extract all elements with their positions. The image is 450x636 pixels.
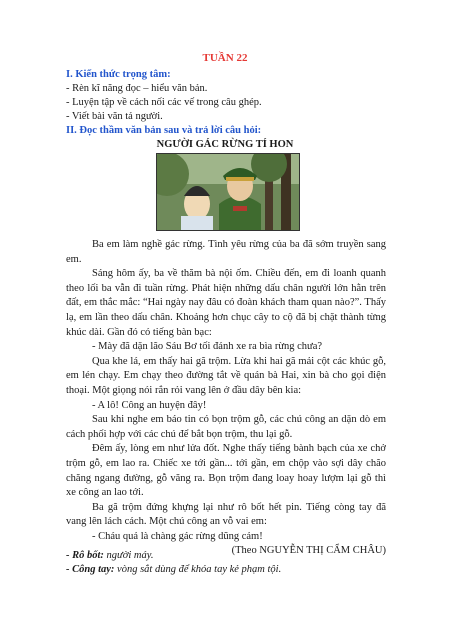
list-item: - Rèn kĩ năng đọc – hiểu văn bản.: [66, 83, 208, 94]
note-definition: người máy.: [103, 550, 154, 561]
section2-heading: II. Đọc thầm văn bản sau và trả lời câu hỏi:: [66, 125, 262, 136]
list-item: - Luyện tập về cách nối các vế trong câu ghép.: [66, 97, 262, 108]
paragraph: Qua khe lá, em thấy hai gã trộm. Lừa khi hai gã mải cột các khúc gỗ, em lén chạy. Em chạy theo đường tắt về quán bà Hai, xin bà cho gọi điện thoại. Một giọng nói rắn rỏi vang lên ở đầu dây bên kia:: [66, 355, 386, 396]
list-item: - Viết bài văn tả người.: [66, 111, 163, 122]
story-source: (Theo NGUYỄN THỊ CẨM CHÂU): [231, 545, 386, 557]
paragraph: Sau khi nghe em báo tin có bọn trộm gỗ, các chú công an dặn dò em cách phối hợp với các chú để bắt bọn trộm, thu lại gỗ.: [66, 414, 386, 440]
paragraph: - Mày đã dặn lão Sáu Bơ tối đánh xe ra bìa rừng chưa?: [92, 341, 323, 353]
paragraph: - A lô! Công an huyện đây!: [92, 399, 207, 411]
story-text: [66, 238, 386, 559]
week-title: TUẦN 22: [202, 52, 248, 64]
illustration-image: [157, 154, 299, 230]
note-definition: vòng sắt dùng để khóa tay kẻ phạm tội.: [114, 564, 282, 575]
section1-heading: I. Kiến thức trọng tâm:: [66, 69, 171, 80]
paragraph: Ba gã trộm đứng khựng lại như rô bốt hết pin. Tiếng còng tay đã vang lên lách cách. Một chú công an vỗ vai em:: [66, 501, 386, 528]
paragraph: Sáng hôm ấy, ba về thăm bà nội ốm. Chiều đến, em đi loanh quanh theo lối ba vẫn đi tuần rừng. Phát hiện những dấu chân người lớn hằn trên đất, em thắc mắc: “Hai ngày nay đâu có đoàn khách tham quan nào?”. Thấy lạ, em lần theo dấu chân. Khoảng hơn chục cây to cộ đã bị chặt thành từng khúc dài. Gần đó có tiếng bàn bạc:: [66, 268, 386, 338]
story-illustration: [156, 153, 300, 231]
vocab-note: [66, 563, 281, 577]
paragraph: Ba em làm nghề gác rừng. Tình yêu rừng của ba đã sớm truyền sang em.: [66, 239, 386, 265]
vocab-note: [66, 549, 153, 563]
paragraph: - Cháu quả là chàng gác rừng dũng cảm!: [92, 530, 263, 542]
note-term: - Rô bốt:: [66, 550, 104, 561]
note-term: - Công tay:: [66, 564, 115, 575]
paragraph: Đêm ấy, lòng em như lửa đốt. Nghe thấy tiếng bành bạch của xe chở trộm gỗ, em lao ra. Chiếc xe tới gần... tới gần, em chộp vào sợi dây chão chăng ngang đường, gỗ văng ra. Bọn trộm đang loay hoay lượm lại gỗ thì xe công an lao tới.: [66, 443, 386, 499]
story-title: NGƯỜI GÁC RỪNG TÍ HON: [156, 139, 294, 150]
